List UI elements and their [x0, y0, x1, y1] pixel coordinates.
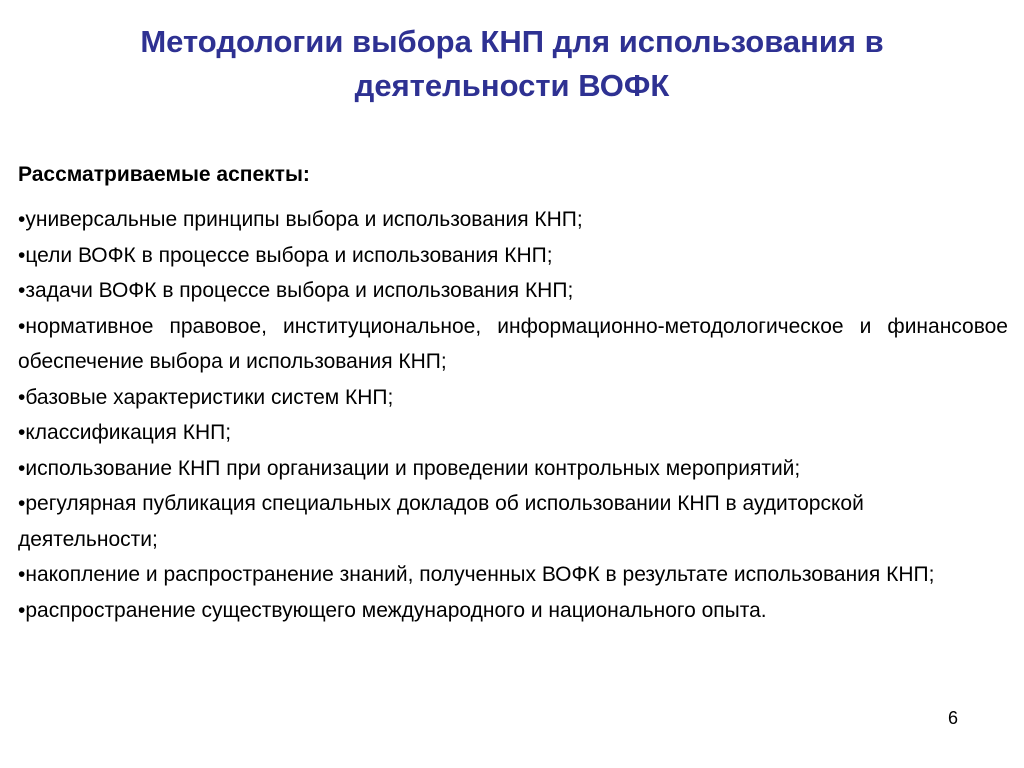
list-item: •накопление и распространение знаний, полученных ВОФК в результате использования КНП;: [18, 563, 935, 586]
list-item: •цели ВОФК в процессе выбора и использования КНП;: [18, 243, 553, 267]
list-item: •базовые характеристики систем КНП;: [18, 385, 394, 409]
aspects-heading: Рассматриваемые аспекты:: [18, 163, 310, 186]
list-item: •классификация КНП;: [18, 421, 232, 444]
list-item: •использование КНП при организации и проведении контрольных мероприятий;: [18, 456, 801, 480]
aspects-list: [18, 202, 1008, 628]
list-item: •регулярная публикация специальных докладов об использовании КНП в аудиторской деятельности;: [18, 492, 864, 551]
list-item: •задачи ВОФК в процессе выбора и использования КНП;: [18, 279, 574, 302]
list-item: •универсальные принципы выбора и использования КНП;: [18, 208, 583, 231]
list-item: •нормативное правовое, институциональное, информационно-методологическое и финансовое обеспечение выбора и использования КНП;: [18, 314, 1008, 373]
slide-title: Методологии выбора КНП для использования в деятельности ВОФК: [140, 24, 884, 103]
page-number: 6: [948, 708, 959, 728]
list-item: •распространение существующего международного и национального опыта.: [18, 598, 767, 622]
